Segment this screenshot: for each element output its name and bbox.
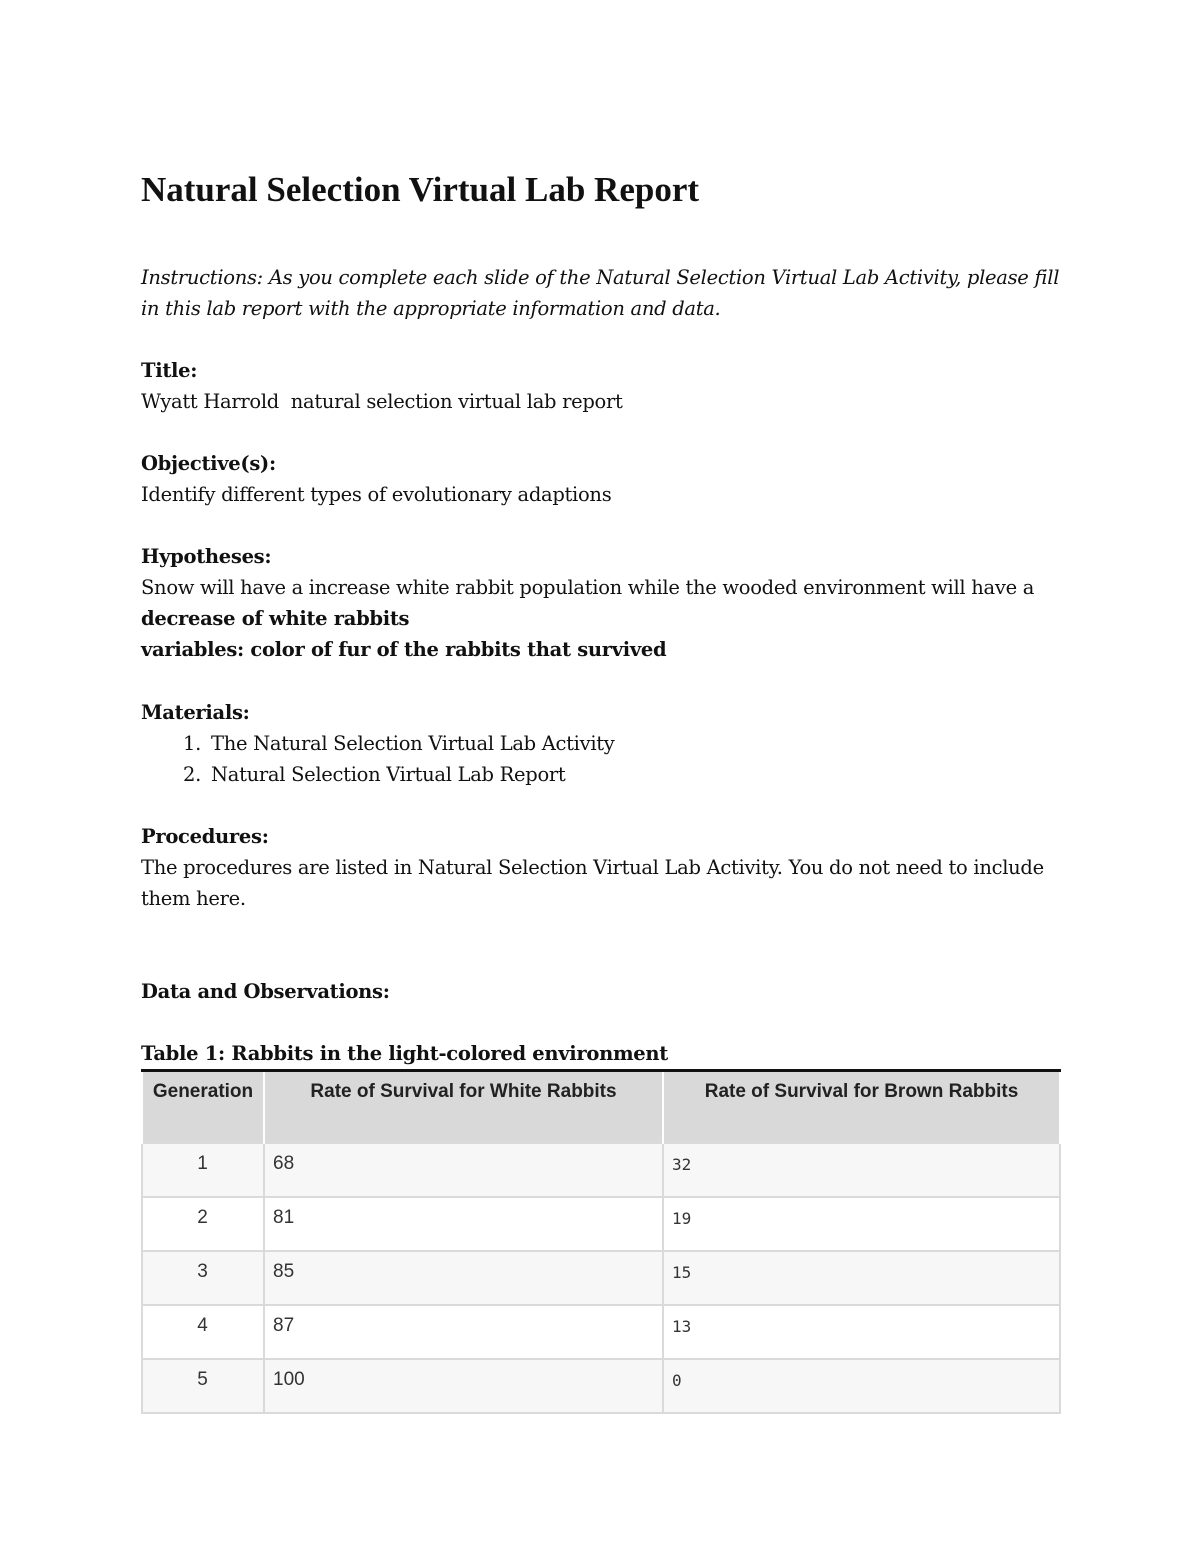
- list-item: [141, 728, 1081, 759]
- data-observations-label: Data and Observations:: [141, 980, 390, 1003]
- hypotheses-line-2: decrease of white rabbits: [141, 607, 410, 630]
- list-item: [141, 759, 1081, 790]
- header-generation: Generation: [142, 1071, 264, 1143]
- header-white-rabbits: Rate of Survival for White Rabbits: [264, 1071, 663, 1143]
- hypotheses-line-1: Snow will have a increase white rabbit population while the wooded environment will have a: [141, 576, 1035, 599]
- cell-generation: 2: [142, 1197, 264, 1251]
- cell-white-rate: 87: [264, 1305, 663, 1359]
- cell-generation: 5: [142, 1359, 264, 1413]
- cell-brown-rate: 13: [663, 1305, 1060, 1359]
- cell-brown-rate: 15: [663, 1251, 1060, 1305]
- cell-generation: 3: [142, 1251, 264, 1305]
- materials-label: Materials:: [141, 701, 250, 724]
- title-label: Title:: [141, 359, 198, 382]
- cell-brown-rate: 0: [663, 1359, 1060, 1413]
- table-row: [142, 1143, 1060, 1197]
- cell-white-rate: 85: [264, 1251, 663, 1305]
- procedures-section: [141, 821, 1081, 914]
- table-row: [142, 1305, 1060, 1359]
- cell-generation: 4: [142, 1305, 264, 1359]
- survival-table: [141, 1069, 1061, 1414]
- cell-white-rate: 100: [264, 1359, 663, 1413]
- cell-white-rate: 81: [264, 1197, 663, 1251]
- table-row: [142, 1197, 1060, 1251]
- title-value: Wyatt Harrold natural selection virtual lab report: [141, 390, 623, 413]
- data-observations-section: [141, 976, 1081, 1007]
- table-caption: Table 1: Rabbits in the light-colored environment: [141, 1042, 668, 1065]
- list-item-text: The Natural Selection Virtual Lab Activity: [211, 732, 615, 755]
- table-row: [142, 1359, 1060, 1413]
- document-title: Natural Selection Virtual Lab Report: [141, 170, 700, 209]
- hypotheses-label: Hypotheses:: [141, 545, 272, 568]
- list-item-text: Natural Selection Virtual Lab Report: [211, 763, 566, 786]
- list-item-number: 1.: [182, 732, 201, 755]
- objectives-label: Objective(s):: [141, 452, 276, 475]
- objectives-section: [141, 448, 1081, 510]
- hypotheses-section: [141, 541, 1081, 665]
- cell-generation: 1: [142, 1143, 264, 1197]
- instructions-text: Instructions: As you complete each slide of the Natural Selection Virtual Lab Activity, please fill in this lab report with the appropriate information and data.: [141, 266, 1060, 320]
- procedures-label: Procedures:: [141, 825, 269, 848]
- header-brown-rabbits: Rate of Survival for Brown Rabbits: [663, 1071, 1060, 1143]
- list-item-number: 2.: [182, 763, 201, 786]
- hypotheses-line-3: variables: color of fur of the rabbits that survived: [141, 638, 667, 661]
- title-section: [141, 355, 1081, 417]
- table-header-row: [142, 1071, 1060, 1143]
- cell-brown-rate: 32: [663, 1143, 1060, 1197]
- table-row: [142, 1251, 1060, 1305]
- materials-section: [141, 697, 1081, 790]
- cell-white-rate: 68: [264, 1143, 663, 1197]
- materials-list: [141, 728, 1081, 790]
- cell-brown-rate: 19: [663, 1197, 1060, 1251]
- objectives-value: Identify different types of evolutionary adaptions: [141, 483, 612, 506]
- procedures-value: The procedures are listed in Natural Selection Virtual Lab Activity. You do not need to include them here.: [141, 856, 1044, 910]
